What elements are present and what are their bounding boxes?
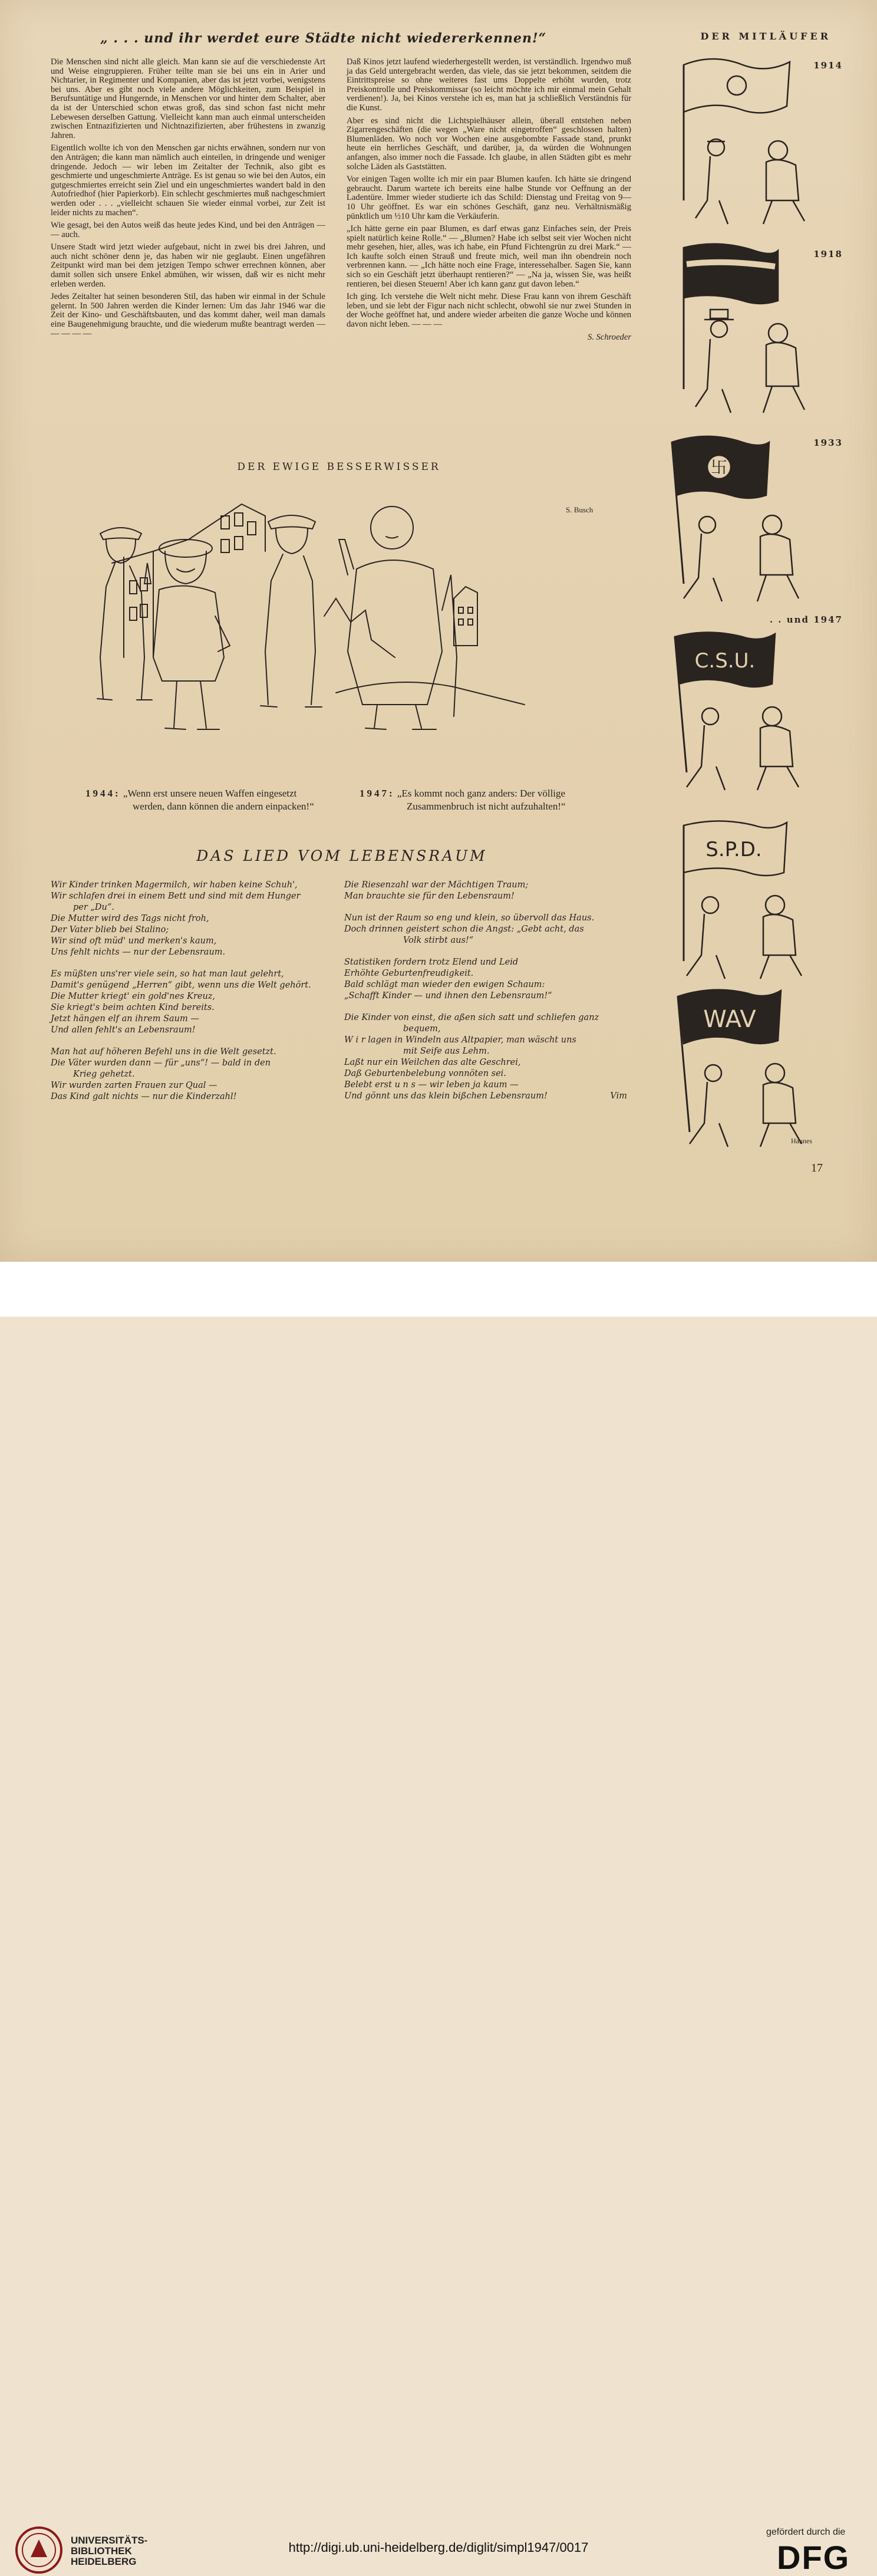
page-number: 17 bbox=[811, 1162, 823, 1175]
caption-year: 1944: bbox=[85, 788, 121, 799]
running-title: „ . . . und ihr werdet eure Städte nicht wiedererkennen!“ bbox=[100, 31, 547, 46]
marching-figures-drawing bbox=[660, 808, 843, 985]
panel-1914 bbox=[660, 53, 843, 230]
cartoon-illustration bbox=[88, 481, 613, 752]
caption-text: werden, dann können die andern einpacken!“ bbox=[133, 801, 314, 812]
permalink-url[interactable]: http://digi.ub.uni-heidelberg.de/diglit/simpl1947/0017 bbox=[288, 2540, 589, 2555]
poem-line: Krieg gehetzt. bbox=[73, 1070, 135, 1079]
bystander-figure-right bbox=[261, 515, 322, 707]
poem-line: Die Väter wurden dann — für „uns“! — bald in den bbox=[51, 1058, 271, 1068]
poem-line: Wir wurden zarten Frauen zur Qual — bbox=[51, 1081, 217, 1090]
poem-stanza bbox=[51, 969, 332, 1036]
poem-title: DAS LIED VOM LEBENSRAUM bbox=[196, 847, 487, 864]
institution-line: BIBLIOTHEK bbox=[71, 2545, 132, 2557]
poem-line: Das Kind galt nichts — nur die Kinderzahl! bbox=[51, 1092, 237, 1101]
institution-line: UNIVERSITÄTS- bbox=[71, 2535, 148, 2546]
crown-emblem bbox=[727, 76, 746, 95]
poem-line: Doch drinnen geistert schon die Angst: „Gebt acht, das bbox=[344, 925, 584, 934]
funded-by-label: gefördert durch die bbox=[766, 2527, 846, 2537]
marching-figures-drawing bbox=[660, 619, 843, 796]
paragraph: Jedes Zeitalter hat seinen besonderen Stil, das haben wir einmal in der Schule gelernt. In 500 Jahren werden die Kinder lernen: Um das Jahr 1946 war die Zeit der Kino- und Geschäftsbauten, und das kommt daher, weil man damals eine Baugenehmigung brauchte, und die wiederum mußte beantragt werden — — — — — bbox=[51, 292, 325, 338]
poem-line: Laßt nur ein Weilchen das alte Geschrei, bbox=[344, 1058, 521, 1067]
poem-line: Belebt erst u n s — wir leben ja kaum — bbox=[344, 1080, 519, 1090]
poem-line: „Schafft Kinder — und ihnen den Lebensraum!“ bbox=[344, 991, 552, 1001]
poem-line: Erhöhte Geburtenfreudigkeit. bbox=[344, 969, 474, 978]
poem-line: Damit's genügend „Herren“ gibt, wenn uns die Welt gehört. bbox=[51, 981, 311, 990]
poem-line: Man hat auf höheren Befehl uns in die Welt gesetzt. bbox=[51, 1047, 276, 1057]
poem-line: Die Mutter wird des Tags nicht froh, bbox=[51, 914, 209, 923]
paragraph: Die Menschen sind nicht alle gleich. Man kann sie auf die verschiedenste Art und Weise eingruppieren. Früher teilte man sie bei uns ein in Arier und Nichtarier, in Regimenter und Kompanien, aber das ist jetzt vorbei, wenigstens bei uns. Aber es gibt noch viele andere Möglichkeiten, zum Beispiel in Berufsuntätige und Hungernde, in Menschen vor und hinter dem Schalter, aber da ist der Unterschied schon etwas groß, das sind schon fast nicht mehr Lebewesen derselben Gattung. Vielleicht kann man auch einmal unterscheiden zwischen Entnazifizierten und Nichtnazifizierten, aber frühestens in zwanzig Jahren. bbox=[51, 57, 325, 140]
poem-line: W i r lagen in Windeln aus Altpapier, man wäscht uns bbox=[344, 1035, 576, 1045]
viewer-footer bbox=[0, 1262, 877, 2576]
poem-line: Daß Geburtenbelebung vonnöten sei. bbox=[344, 1069, 506, 1078]
paragraph: Daß Kinos jetzt laufend wiederhergestellt werden, ist verständlich. Irgendwo muß ja das Geld untergebracht werden, das viele, das sie jetzt bekommen, seitdem die Eintrittspreise so ohne weiteres fast ums Doppelte erhöht wurden, trotz Preiskontrolle und Preiskommissar (so leicht möchte ich mir einmal mein Gehalt verdienen!). Ja, bei Kinos verstehe ich es, man hat ja schließlich Verständnis für die Kunst. bbox=[347, 57, 631, 113]
paragraph: Aber es sind nicht die Lichtspielhäuser allein, überall entstehen neben Zigarrengeschäften (die wegen „Ware nicht eingetroffen“ geschlossen halten) Blumenläden. Wo noch vor Wochen eine ausgebombte Fassade stand, prunkt heute ein herrliches Geschäft, und darüber, ja, da würden die Wohnungen anfangen, also immer noch die Fassade. Ich glaube, in allen Städten gibt es mehr solche Läden als Gaststätten. bbox=[347, 116, 631, 172]
poem-left-column bbox=[51, 880, 332, 1113]
paragraph: Unsere Stadt wird jetzt wieder aufgebaut, nicht in zwei bis drei Jahren, und auch nicht schöner denn je, das haben wir nie geglaubt. Einen ungefähren Zeitpunkt wird man bei dem jetzigen Tempo schwer errechnen können, aber damit sollen sich unsere Enkel abmühen, wir wissen, daß wir es nicht mehr erleben werden. bbox=[51, 242, 325, 289]
caption-year: 1947: bbox=[360, 788, 395, 799]
panel-wav bbox=[660, 973, 843, 1150]
poem-stanza bbox=[344, 880, 627, 902]
poem-line: Nun ist der Raum so eng und klein, so übervoll das Haus. bbox=[344, 913, 595, 923]
paragraph: Vor einigen Tagen wollte ich mir ein paar Blumen kaufen. Ich hätte sie dringend gebraucht. Darum wartete ich bereits eine halbe Stunde vor Oeffnung an der Ladentüre. Immer wieder studierte ich das Schild: Dienstag und Freitag von 9—10 Uhr geöffnet. Es war ein schönes Geschäft, ganz neu. Verhältnismäßig pünktlich um ½10 Uhr kam die Verkäuferin. bbox=[347, 175, 631, 221]
paragraph: Ich ging. Ich verstehe die Welt nicht mehr. Diese Frau kann von ihrem Geschäft leben, und sie lebt der Figur nach nicht schlecht, obwohl sie nur zwei Stunden in der Woche geöffnet hat, und andere wieder arbeiten die ganze Woche und können davon nicht leben. — — — bbox=[347, 292, 631, 330]
poem-line: Volk stirbt aus!“ bbox=[403, 936, 474, 945]
poem-line: Wir schlafen drei in einem Bett und sind mit dem Hunger bbox=[51, 891, 301, 901]
poem-line: Uns fehlt nichts — nur der Lebensraum. bbox=[51, 948, 226, 957]
poem-line: Der Vater blieb bei Stalino; bbox=[51, 925, 169, 935]
poem-line: Bald schlägt man wieder den ewigen Schaum: bbox=[344, 980, 545, 989]
caption-text: Zusammenbruch ist nicht aufzuhalten!“ bbox=[407, 801, 566, 812]
poem-stanza bbox=[344, 1012, 627, 1102]
poem-stanza bbox=[344, 957, 627, 1002]
poem-line: Und allen fehlt's an Lebensraum! bbox=[51, 1025, 196, 1035]
poem-line: bequem, bbox=[403, 1024, 441, 1034]
poem-line: Die Riesenzahl war der Mächtigen Traum; bbox=[344, 880, 529, 890]
article-author: S. Schroeder bbox=[587, 332, 631, 342]
poem-line: Die Mutter kriegt' ein gold'nes Kreuz, bbox=[51, 992, 216, 1001]
panel-year: . . und 1947 bbox=[769, 614, 843, 625]
panel-spd bbox=[660, 808, 843, 985]
poem-stanza bbox=[51, 1047, 332, 1103]
poem-right-column bbox=[344, 880, 627, 1113]
poem-line: Wir Kinder trinken Magermilch, wir haben keine Schuh', bbox=[51, 880, 298, 890]
paragraph: Wie gesagt, bei den Autos weiß das heute jedes Kind, und bei den Anträgen — — auch. bbox=[51, 221, 325, 239]
caption-text: „Es kommt noch ganz anders: Der völlige bbox=[397, 788, 566, 799]
poem-author: Vim bbox=[610, 1091, 627, 1101]
poem-line: Sie kriegt's beim achten Kind bereits. bbox=[51, 1003, 215, 1012]
marching-figures-drawing bbox=[660, 53, 843, 230]
article-column-1 bbox=[51, 58, 325, 342]
strip-artist: Hannes bbox=[791, 1137, 812, 1145]
poem-line: Es müßten uns'rer viele sein, so hat man laut gelehrt, bbox=[51, 969, 284, 979]
poem-line: Statistiken fordern trotz Elend und Leid bbox=[344, 958, 519, 967]
rubble-ruins bbox=[324, 587, 525, 705]
caption-1944 bbox=[85, 787, 345, 813]
flag-text: S.P.D. bbox=[705, 838, 762, 861]
poem-line: per „Du“. bbox=[73, 903, 114, 912]
panel-1918 bbox=[660, 242, 843, 419]
dfg-logo: DFG bbox=[777, 2539, 850, 2576]
caption-text: „Wenn erst unsere neuen Waffen eingesetzt bbox=[123, 788, 297, 799]
poem-line bbox=[344, 1091, 627, 1102]
marching-figures-drawing bbox=[660, 242, 843, 419]
officer-figure bbox=[144, 539, 230, 729]
poem-line: Die Kinder von einst, die aßen sich satt und schliefen ganz bbox=[344, 1013, 599, 1022]
panel-year: 1918 bbox=[813, 249, 843, 259]
panel-year: 1933 bbox=[813, 437, 843, 448]
marching-figures-drawing bbox=[660, 430, 843, 607]
poem-line: mit Seife aus Lehm. bbox=[403, 1047, 490, 1056]
poem-line: Wir sind oft müd' und merken's kaum, bbox=[51, 936, 217, 946]
poem-line: Jetzt hängen elf an ihrem Saum — bbox=[51, 1014, 199, 1024]
poem-line-text: Und gönnt uns das klein bißchen Lebensraum! bbox=[344, 1091, 548, 1101]
flag-text: WAV bbox=[703, 1006, 756, 1033]
poem-stanza bbox=[51, 880, 332, 958]
flag-symbol: 卐 bbox=[710, 458, 728, 477]
section-title: DER MITLÄUFER bbox=[700, 31, 831, 42]
magazine-page bbox=[0, 0, 877, 1262]
institution-line: HEIDELBERG bbox=[71, 2556, 137, 2567]
poem-stanza bbox=[344, 913, 627, 946]
caption-1947 bbox=[360, 787, 619, 813]
cartoon-title: DER EWIGE BESSERWISSER bbox=[237, 461, 441, 473]
cartoon-artist: S. Busch bbox=[566, 505, 594, 514]
article-column-2 bbox=[347, 58, 631, 346]
paragraph: „Ich hätte gerne ein paar Blumen, es darf etwas ganz Einfaches sein, der Preis spielt natürlich keine Rolle.“ — „Blumen? Habe ich selbst seit vier Wochen nicht mehr gesehen, hier, alles, was ich habe, ein Pfund Fichtengrün zu drei Mark.“ — Ich kaufte solch einen Strauß und freute mich, weil man ihn obendrein noch verbrennen kann. — „Ich hätte noch eine Frage, interessehalber. Sagen Sie, kann sich so ein Geschäft jetzt überhaupt rentieren?“ — „Na ja, wissen Sie, was heißt rentieren, bei diesen Steuern! Aber ich kann ganz gut davon leben.“ bbox=[347, 224, 631, 289]
panel-1933 bbox=[660, 430, 843, 607]
poem-line: Man brauchte sie für den Lebensraum! bbox=[344, 891, 515, 901]
marching-figures-drawing bbox=[660, 973, 843, 1150]
flag-text: C.S.U. bbox=[694, 649, 756, 673]
panel-1947-csu bbox=[660, 614, 843, 796]
paragraph: Eigentlich wollte ich von den Menschen gar nichts erwähnen, sondern nur von den Anträgen; die kann man nämlich auch einteilen, in dringende und weniger dringende. Jedoch — wir leben im Zeitalter der Technik, also gibt es geschmierte und ungeschmierte Anträge. Es ist genau so wie bei den Autos, ein gutgeschmiertes erreicht sein Ziel und ein ungeschmiertes wandert bald in den Autofriedhof (hier Papierkorb). Ein schlecht geschmiertes muß nachgeschmiert werden oder . . . „vielleicht schauen Sie wieder einmal vorbei, zur Zeit ist leider nichts zu machen“. bbox=[51, 143, 325, 218]
panel-year: 1914 bbox=[813, 60, 843, 71]
ruined-buildings-left bbox=[112, 504, 265, 657]
